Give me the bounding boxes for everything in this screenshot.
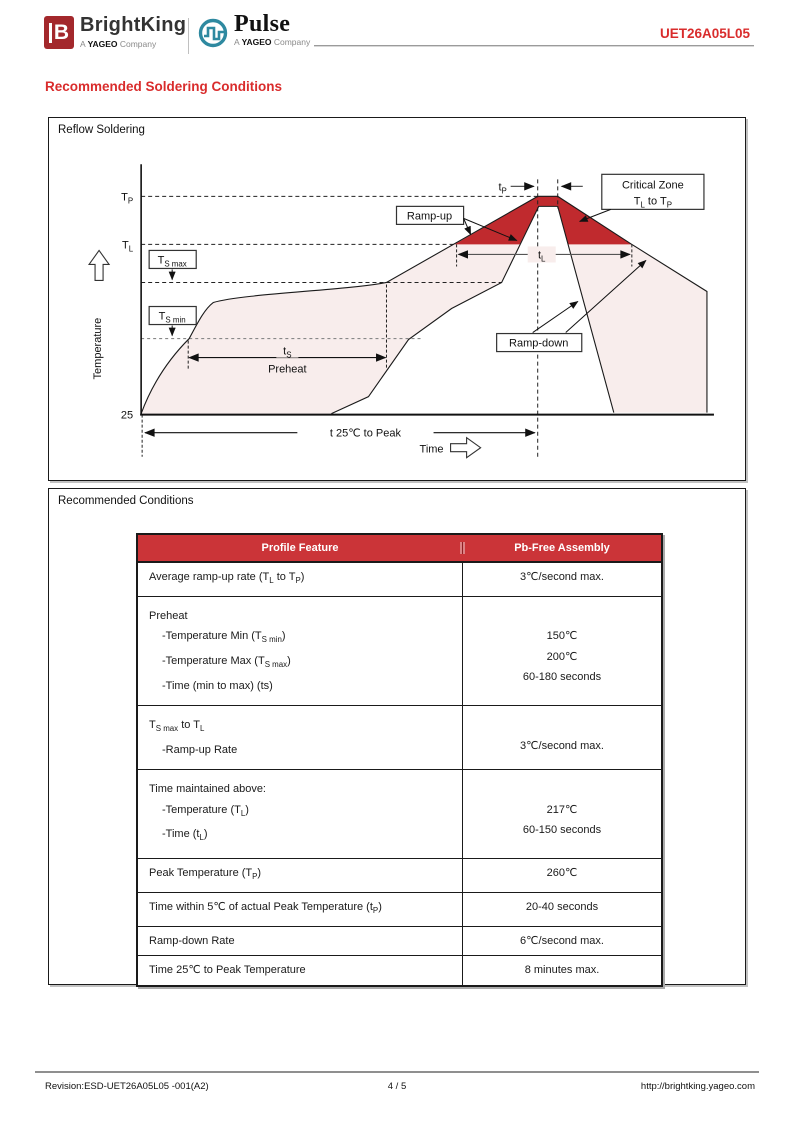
pulse-logo-icon (197, 16, 231, 50)
feature-line: Peak Temperature $(T_P)$ (149, 867, 262, 882)
feature-line: -Time $(t_L)$ (162, 828, 208, 843)
origin-label: 25 (120, 409, 134, 422)
temperature-arrow-icon (89, 250, 109, 280)
table-row (138, 596, 661, 705)
brightking-brand (80, 15, 186, 49)
tsmin-label: $T_{S min}$ (158, 310, 186, 325)
brightking-tagline: A YAGEO Company (80, 39, 157, 49)
feature-line: $T_{S max}$ to $T_L$ (149, 719, 205, 734)
table-row (138, 563, 661, 596)
header-rule (314, 45, 754, 47)
value-line (463, 779, 661, 800)
brightking-name: BrightKing (80, 14, 187, 36)
table-row (138, 955, 661, 985)
brightking-logo-icon (44, 16, 74, 49)
value-line: 60-150 seconds (522, 824, 602, 837)
pb-free-assembly-cell (462, 597, 661, 705)
brightking-logo-letter: B (53, 21, 70, 44)
part-number: UET26A05L05 (659, 26, 750, 41)
y-axis-title: Temperature (92, 317, 105, 380)
table-row (138, 705, 661, 769)
value-line: 3℃/second max. (520, 739, 604, 752)
reflow-soldering-frame (48, 117, 746, 481)
footer-website: http://brightking.yageo.com (640, 1081, 755, 1092)
ramp-up-label: Ramp-up (406, 210, 453, 223)
value-line: 6℃/second max. (520, 934, 604, 947)
column-header-profile-feature: Profile Feature (261, 542, 339, 554)
pulse-tagline: A YAGEO Company (234, 37, 311, 48)
profile-feature-cell (138, 859, 462, 892)
value-line (463, 606, 661, 627)
profile-feature-cell (138, 706, 462, 769)
pulse-brand (234, 12, 310, 47)
tl-time-label: $t_L$ (537, 249, 546, 264)
feature-line: Ramp-down Rate (149, 934, 235, 947)
table-row (138, 892, 661, 926)
pb-free-assembly-cell (462, 859, 661, 892)
profile-feature-cell (138, 927, 462, 956)
profile-feature-cell (138, 893, 462, 926)
feature-line: -Ramp-up Rate (162, 743, 238, 756)
value-line: 260℃ (546, 867, 578, 880)
feature-line: Average ramp-up rate ($T_L$ to $T_P$) (149, 571, 305, 586)
brightking-logo-bar (49, 23, 52, 43)
pb-free-assembly-cell (462, 956, 661, 985)
page-title: Recommended Soldering Conditions (45, 79, 283, 94)
ramp-down-label: Ramp-down (509, 337, 569, 350)
table-row (138, 926, 661, 956)
value-line: 150℃ (546, 630, 578, 643)
profile-feature-cell (138, 597, 462, 705)
feature-line: Time maintained above: (149, 783, 266, 796)
value-line: 200℃ (546, 650, 578, 663)
profile-feature-cell (138, 770, 462, 858)
pb-free-assembly-cell (462, 893, 661, 926)
pb-free-assembly-cell (462, 706, 661, 769)
feature-line: -Time (min to max) (ts) (162, 679, 273, 692)
column-header-pb-free-assembly: Pb-Free Assembly (462, 542, 661, 554)
pb-free-assembly-cell (462, 563, 661, 596)
feature-line: Preheat (149, 609, 188, 622)
footer-rule (35, 1071, 759, 1073)
tl-axis-label: $T_L$ (121, 239, 134, 254)
footer-revision: Revision:ESD-UET26A05L05 -001(A2) (45, 1081, 209, 1092)
profile-feature-cell (138, 956, 462, 985)
conditions-table (136, 533, 663, 987)
brand-divider (188, 18, 189, 54)
reflow-frame-label: Reflow Soldering (58, 124, 145, 136)
pulse-name: Pulse (234, 11, 291, 37)
pb-free-assembly-cell (462, 927, 661, 956)
feature-line: Time 25℃ to Peak Temperature (149, 964, 306, 976)
tsmax-label: $T_{S max}$ (157, 254, 187, 269)
critical-zone-label-2: $T_L$ to $T_P$ (633, 195, 672, 210)
tp-axis-label: $T_P$ (121, 191, 134, 206)
reflow-profile-figure (49, 118, 745, 480)
feature-line: -Temperature Max $(T_{S max})$ (162, 654, 291, 670)
conditions-table-header (138, 535, 661, 561)
pb-free-assembly-cell (462, 770, 661, 858)
feature-line: -Temperature Min $(T_{S min})$ (162, 630, 286, 645)
table-row (138, 858, 661, 892)
value-line: 20-40 seconds (525, 900, 599, 913)
conditions-table-body (138, 561, 661, 985)
value-line: 3℃/second max. (520, 571, 604, 583)
table-row (138, 769, 661, 858)
profile-band (141, 196, 707, 413)
preheat-label: Preheat (268, 363, 307, 376)
value-line: 217℃ (546, 803, 578, 816)
feature-line: -Temperature $(T_L)$ (162, 803, 249, 818)
x-axis-title: Time (419, 443, 444, 456)
profile-feature-cell (138, 563, 462, 596)
feature-line: Time within 5℃ of actual Peak Temperature $(t_P)$ (149, 900, 382, 915)
t25-to-peak-label: t 25℃ to Peak (329, 427, 401, 440)
conditions-frame-label: Recommended Conditions (58, 495, 194, 507)
ts-time-label: $t_S$ (283, 345, 292, 360)
tp-time-label: $t_P$ (498, 181, 507, 196)
value-line: 8 minutes max. (524, 964, 600, 976)
time-arrow-icon (451, 438, 481, 458)
critical-zone-label-1: Critical Zone (621, 179, 684, 192)
value-line (463, 715, 661, 736)
page-indicator: 4 / 5 (387, 1081, 407, 1092)
value-line: 60-180 seconds (522, 671, 602, 684)
